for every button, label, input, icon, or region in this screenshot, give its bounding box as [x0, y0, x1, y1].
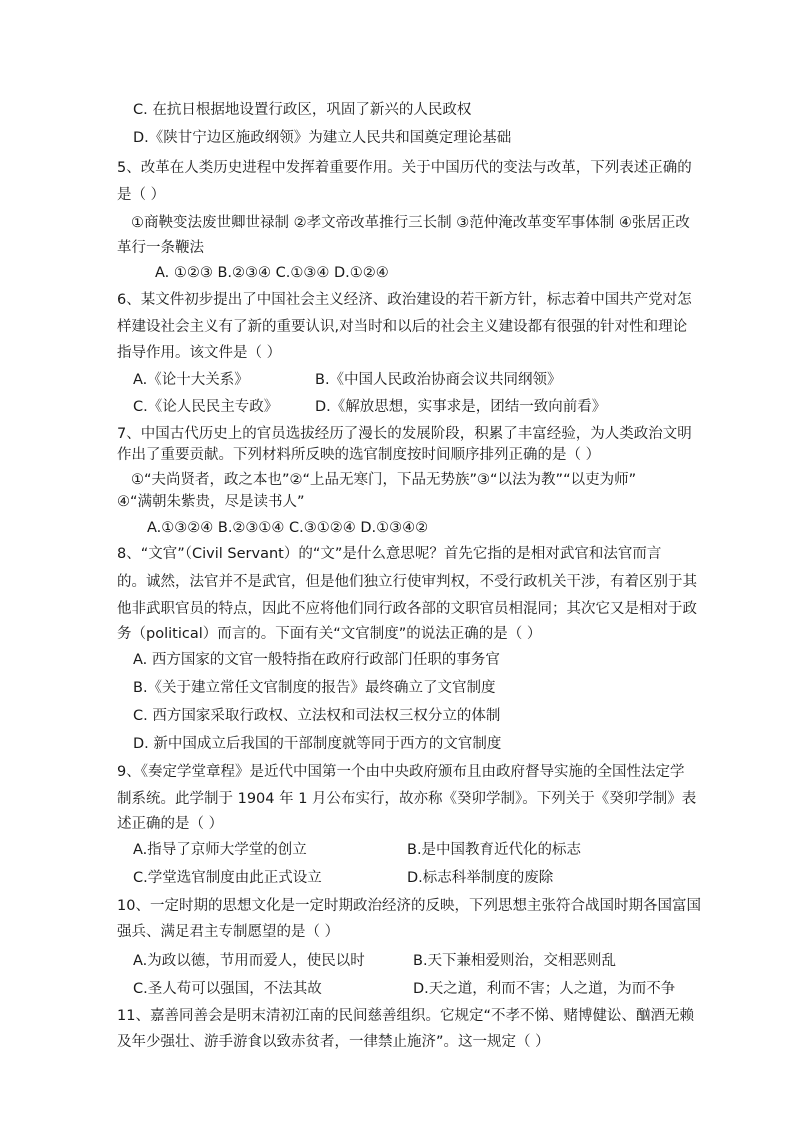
q8-option-d: D. 新中国成立后我国的干部制度就等同于西方的文官制度 — [133, 736, 502, 752]
q6-option-c: C.《论人民民主专政》 — [133, 399, 279, 415]
q9-stem-cont2: 述正确的是（ ） — [117, 816, 224, 832]
q9-option-b: B.是中国教育近代化的标志 — [407, 842, 582, 858]
q9-option-d: D.标志科举制度的废除 — [407, 870, 554, 886]
q8-option-b: B.《关于建立常任文官制度的报告》最终确立了文官制度 — [133, 680, 496, 696]
q10-option-c: C.圣人苟可以强国，不法其故 — [133, 981, 322, 997]
q10-option-d: D.天之道，利而不害；人之道，为而不争 — [413, 981, 676, 997]
q9-stem-cont1: 制系统。此学制于 1904 年 1 月公布实行，故亦称《癸卯学制》。下列关于《癸卯学制》表 — [117, 791, 697, 807]
q7-materials-cont: ④“满朝朱紫贵，尽是读书人” — [117, 494, 305, 510]
q5-stem: 5、改革在人类历史进程中发挥着重要作用。关于中国历代的变法与改革，下列表述正确的 — [117, 160, 692, 176]
q8-stem: 8、“文官”（Civil Servant）的“文”是什么意思呢？首先它指的是相对武官和法官而言 — [117, 546, 662, 562]
q8-option-c: C. 西方国家采取行政权、立法权和司法权三权分立的体制 — [133, 708, 501, 724]
q7-options: A.①③②④ B.②③①④ C.③①②④ D.①③④② — [147, 520, 429, 536]
q9-stem: 9、《奏定学堂章程》是近代中国第一个由中央政府颁布且由政府督导实施的全国性法定学 — [117, 764, 685, 780]
q6-option-a: A.《论十大关系》 — [133, 372, 249, 388]
q6-stem-cont2: 指导作用。该文件是（ ） — [117, 345, 282, 361]
q7-stem-cont: 作出了重要贡献。下列材料所反映的选官制度按时间顺序排列正确的是（ ） — [117, 447, 601, 463]
q8-stem-cont3: 务（political）而言的。下面有关“文官制度”的说法正确的是（ ） — [117, 626, 542, 642]
q8-stem-cont2: 他非武职官员的特点，因此不应将他们同行政各部的文职官员相混同；其次它又是相对于政 — [117, 601, 697, 617]
q11-stem: 11、嘉善同善会是明末清初江南的民间慈善组织。它规定“不孝不悌、赌博健讼、酗酒无赖 — [117, 1008, 694, 1024]
q11-stem-cont: 及年少强壮、游手游食以致赤贫者，一律禁止施济”。这一规定（ ） — [117, 1034, 550, 1050]
q5-statements: ①商鞅变法废世卿世禄制 ②孝文帝改革推行三长制 ③范仲淹改革变军事体制 ④张居正改 — [131, 215, 690, 231]
q5-stem-cont: 是（ ） — [117, 187, 166, 203]
q10-option-a: A.为政以德，节用而爱人，使民以时 — [133, 953, 365, 969]
q4-option-c: C. 在抗日根据地设置行政区，巩固了新兴的人民政权 — [133, 102, 472, 118]
q6-stem-cont1: 样建设社会主义有了新的重要认识,对当时和以后的社会主义建设都有很强的针对性和理论 — [117, 319, 688, 335]
q7-stem: 7、中国古代历史上的官员选拔经历了漫长的发展阶段，积累了丰富经验，为人类政治文明 — [117, 426, 692, 442]
q7-materials: ①“夫尚贤者，政之本也”②“上品无寒门，下品无势族”③“以法为教”“以吏为师” — [131, 472, 637, 488]
q6-option-b: B.《中国人民政治协商会议共同纲领》 — [315, 372, 562, 388]
q10-stem-cont: 强兵、满足君主专制愿望的是（ ） — [117, 924, 340, 940]
q6-option-d: D.《解放思想，实事求是，团结一致向前看》 — [315, 399, 607, 415]
q9-option-c: C.学堂选官制度由此正式设立 — [133, 870, 322, 886]
q5-statements-cont: 革行一条鞭法 — [117, 240, 204, 256]
q4-option-d: D.《陕甘宁边区施政纲领》为建立人民共和国奠定理论基础 — [133, 130, 512, 146]
q10-stem: 10、一定时期的思想文化是一定时期政治经济的反映，下列思想主张符合战国时期各国富国 — [117, 898, 701, 914]
q9-option-a: A.指导了京师大学堂的创立 — [133, 842, 307, 858]
q10-option-b: B.天下兼相爱则治，交相恶则乱 — [413, 953, 617, 969]
q8-option-a: A. 西方国家的文官一般特指在政府行政部门任职的事务官 — [133, 652, 500, 668]
q8-stem-cont1: 的。诚然，法官并不是武官，但是他们独立行使审判权，不受行政机关干涉，有着区别于其 — [117, 574, 697, 590]
q5-options: A. ①②③ B.②③④ C.①③④ D.①②④ — [155, 265, 389, 281]
q6-stem: 6、某文件初步提出了中国社会主义经济、政治建设的若干新方针，标志着中国共产党对怎 — [117, 292, 692, 308]
